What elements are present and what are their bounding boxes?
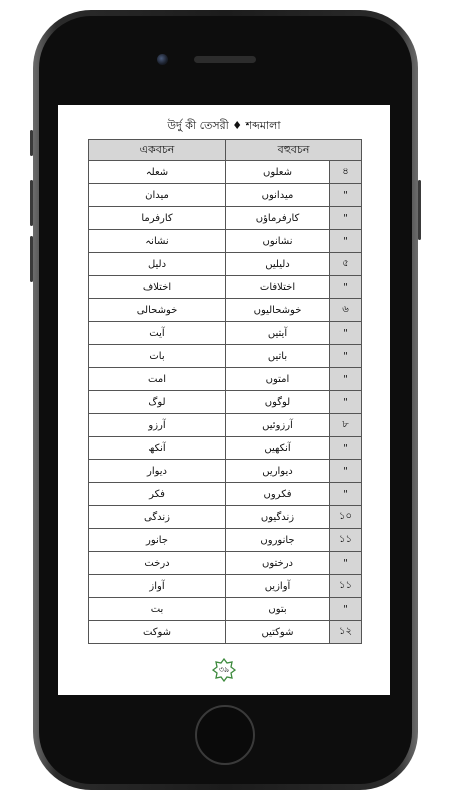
cell-plural: فکروں — [226, 483, 330, 506]
cell-singular: نشانہ — [89, 230, 226, 253]
table-row — [89, 299, 362, 322]
cell-verse-number: " — [330, 207, 362, 230]
cell-plural: نشانوں — [226, 230, 330, 253]
cell-verse-number: " — [330, 460, 362, 483]
cell-singular: شوکت — [89, 621, 226, 644]
cell-plural: کارفرماؤں — [226, 207, 330, 230]
cell-plural: آنکھیں — [226, 437, 330, 460]
cell-verse-number: " — [330, 345, 362, 368]
cell-plural: اختلافات — [226, 276, 330, 299]
cell-verse-number: " — [330, 322, 362, 345]
cell-plural: جانوروں — [226, 529, 330, 552]
cell-plural: آیتیں — [226, 322, 330, 345]
table-header-row — [89, 140, 362, 161]
cell-verse-number: " — [330, 598, 362, 621]
cell-singular: دلیل — [89, 253, 226, 276]
cell-verse-number: " — [330, 437, 362, 460]
table-row — [89, 207, 362, 230]
mute-switch — [30, 130, 33, 156]
cell-plural: امتوں — [226, 368, 330, 391]
cell-singular: امت — [89, 368, 226, 391]
word-table — [88, 139, 362, 644]
table-row — [89, 322, 362, 345]
cell-singular: بت — [89, 598, 226, 621]
table-row — [89, 161, 362, 184]
table-row — [89, 368, 362, 391]
table-row — [89, 253, 362, 276]
cell-verse-number: " — [330, 230, 362, 253]
cell-verse-number: ১১ — [330, 529, 362, 552]
cell-singular: شعلہ — [89, 161, 226, 184]
cell-singular: آواز — [89, 575, 226, 598]
cell-verse-number: " — [330, 552, 362, 575]
cell-singular: اختلاف — [89, 276, 226, 299]
table-row — [89, 506, 362, 529]
cell-verse-number: ৬ — [330, 299, 362, 322]
cell-singular: آیت — [89, 322, 226, 345]
cell-singular: زندگی — [89, 506, 226, 529]
cell-plural: آرزوئیں — [226, 414, 330, 437]
cell-verse-number: ৮ — [330, 414, 362, 437]
cell-plural: آوازیں — [226, 575, 330, 598]
table-row — [89, 460, 362, 483]
cell-verse-number: ১১ — [330, 575, 362, 598]
volume-up-button — [30, 180, 33, 226]
cell-verse-number: " — [330, 483, 362, 506]
cell-singular: دیوار — [89, 460, 226, 483]
cell-plural: شعلوں — [226, 161, 330, 184]
cell-singular: آنکھ — [89, 437, 226, 460]
cell-plural: خوشحالیوں — [226, 299, 330, 322]
cell-verse-number: ১০ — [330, 506, 362, 529]
page-number-badge — [212, 658, 236, 682]
table-row — [89, 230, 362, 253]
cell-singular: خوشحالی — [89, 299, 226, 322]
cell-plural: شوکتیں — [226, 621, 330, 644]
volume-down-button — [30, 236, 33, 282]
cell-plural: زندگیوں — [226, 506, 330, 529]
page-title: উর্দু কী তেসরী ♦ শব্দমালা — [167, 119, 281, 132]
cell-plural: بتوں — [226, 598, 330, 621]
table-row — [89, 483, 362, 506]
table-row — [89, 437, 362, 460]
cell-plural: باتیں — [226, 345, 330, 368]
table-row — [89, 276, 362, 299]
cell-verse-number: ৫ — [330, 253, 362, 276]
cell-singular: بات — [89, 345, 226, 368]
cell-plural: لوگوں — [226, 391, 330, 414]
cell-singular: لوگ — [89, 391, 226, 414]
cell-plural: درختوں — [226, 552, 330, 575]
cell-verse-number: " — [330, 391, 362, 414]
cell-plural: دلیلیں — [226, 253, 330, 276]
table-row — [89, 529, 362, 552]
table-row — [89, 598, 362, 621]
table-row — [89, 414, 362, 437]
column-header-plural: বহুবচন — [226, 140, 362, 161]
cell-singular: میدان — [89, 184, 226, 207]
table-row — [89, 391, 362, 414]
power-button — [418, 180, 421, 240]
cell-singular: آرزو — [89, 414, 226, 437]
cell-verse-number: " — [330, 276, 362, 299]
cell-plural: دیواریں — [226, 460, 330, 483]
cell-singular: درخت — [89, 552, 226, 575]
table-row — [89, 575, 362, 598]
cell-verse-number: ৪ — [330, 161, 362, 184]
cell-verse-number: " — [330, 184, 362, 207]
page-number: ৩৯ — [218, 665, 230, 674]
table-row — [89, 621, 362, 644]
home-button[interactable] — [195, 705, 255, 765]
cell-verse-number: " — [330, 368, 362, 391]
table-row — [89, 345, 362, 368]
table-row — [89, 552, 362, 575]
cell-singular: کارفرما — [89, 207, 226, 230]
table-row — [89, 184, 362, 207]
earpiece-speaker — [194, 56, 256, 63]
cell-singular: جانور — [89, 529, 226, 552]
cell-verse-number: ১২ — [330, 621, 362, 644]
front-camera-icon — [157, 54, 168, 65]
cell-singular: فکر — [89, 483, 226, 506]
cell-plural: میدانوں — [226, 184, 330, 207]
app-screen — [58, 105, 390, 695]
column-header-singular: একবচন — [89, 140, 226, 161]
